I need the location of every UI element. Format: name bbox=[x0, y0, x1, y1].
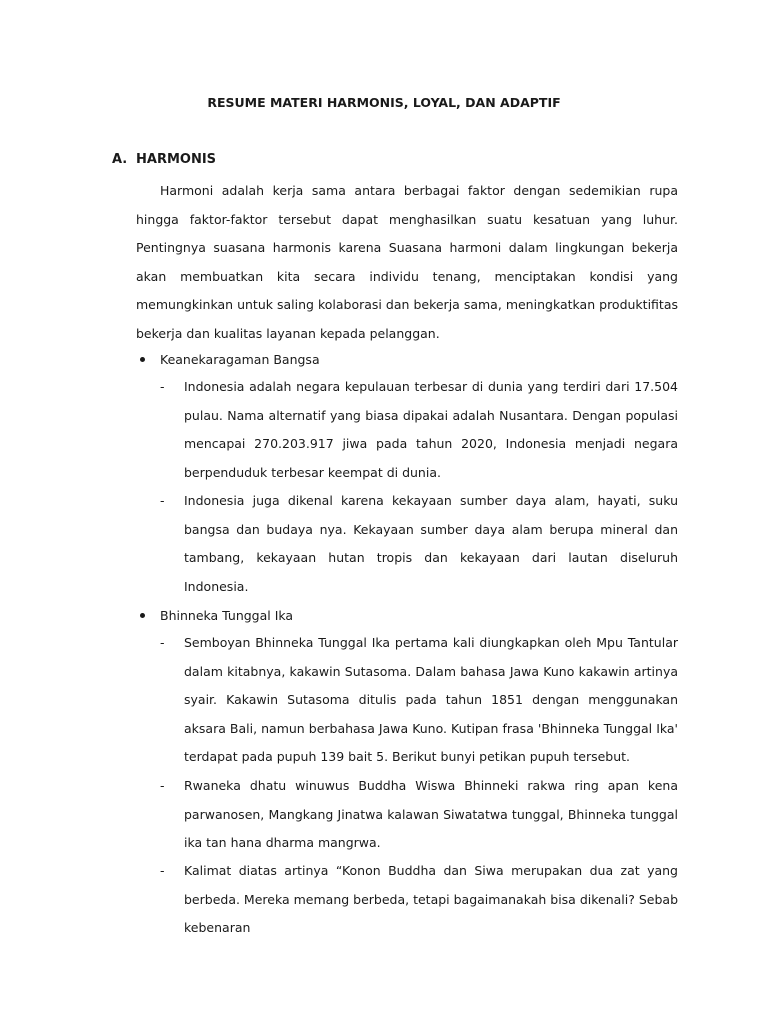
dash-item-text: Rwaneka dhatu winuwus Buddha Wiswa Bhinneki rakwa ring apan kena parwanosen, Mangkang Jinatwa kalawan Siwatatwa tunggal, Bhinneka tunggal ika tan hana dharma mangrwa. bbox=[184, 778, 678, 850]
dash-list-item bbox=[160, 772, 678, 858]
bullet-label: Bhinneka Tunggal Ika bbox=[160, 608, 294, 623]
dash-marker: - bbox=[160, 635, 165, 650]
dash-marker: - bbox=[160, 379, 165, 394]
dash-list-item bbox=[160, 373, 678, 487]
bullet-item bbox=[140, 606, 293, 626]
bullet-dot-icon bbox=[140, 613, 145, 618]
dash-item-text: Indonesia juga dikenal karena kekayaan sumber daya alam, hayati, suku bangsa dan budaya nya. Kekayaan sumber daya alam berupa mineral dan tambang, kekayaan hutan tropis dan kekayaan dari lautan diseluruh Indonesia. bbox=[184, 493, 678, 594]
dash-list-item bbox=[160, 857, 678, 943]
dash-item-text: Kalimat diatas artinya “Konon Buddha dan Siwa merupakan dua zat yang berbeda. Mereka memang berbeda, tetapi bagaimanakah bisa dikenali? Sebab kebenaran bbox=[184, 863, 679, 935]
bullet-item bbox=[140, 350, 320, 370]
dash-list-item bbox=[160, 629, 678, 772]
section-heading-harmonis bbox=[112, 150, 216, 170]
section-heading-text: HARMONIS bbox=[136, 152, 217, 167]
dash-marker: - bbox=[160, 493, 165, 508]
section-number: A. bbox=[112, 152, 128, 167]
document-title: RESUME MATERI HARMONIS, LOYAL, DAN ADAPTIF bbox=[207, 95, 561, 110]
dash-item-text: Semboyan Bhinneka Tunggal Ika pertama kali diungkapkan oleh Mpu Tantular dalam kitabnya, kakawin Sutasoma. Dalam bahasa Jawa Kuno kakawin artinya syair. Kakawin Sutasoma ditulis pada tahun 1851 dengan menggunakan aksara Bali, namun berbahasa Jawa Kuno. Kutipan frasa 'Bhinneka Tunggal Ika' terdapat pada pupuh 139 bait 5. Berikut bunyi petikan pupuh tersebut. bbox=[184, 635, 678, 764]
intro-paragraph: Harmoni adalah kerja sama antara berbagai faktor dengan sedemikian rupa hingga faktor-faktor tersebut dapat menghasilkan suatu kesatuan yang luhur. Pentingnya suasana harmonis karena Suasana harmoni dalam lingkungan bekerja akan membuatkan kita secara individu tenang, menciptakan kondisi yang memungkinkan untuk saling kolaborasi dan bekerja sama, meningkatkan produktifitas bekerja dan kualitas layanan kepada pelanggan. bbox=[136, 183, 678, 341]
bullet-dot-icon bbox=[140, 357, 145, 362]
dash-marker: - bbox=[160, 863, 165, 878]
dash-list-item bbox=[160, 487, 678, 601]
dash-item-text: Indonesia adalah negara kepulauan terbesar di dunia yang terdiri dari 17.504 pulau. Nama alternatif yang biasa dipakai adalah Nusantara. Dengan populasi mencapai 270.203.917 jiwa pada tahun 2020, Indonesia menjadi negara berpenduduk terbesar keempat di dunia. bbox=[184, 379, 678, 480]
bullet-label: Keanekaragaman Bangsa bbox=[160, 352, 320, 367]
dash-marker: - bbox=[160, 778, 165, 793]
